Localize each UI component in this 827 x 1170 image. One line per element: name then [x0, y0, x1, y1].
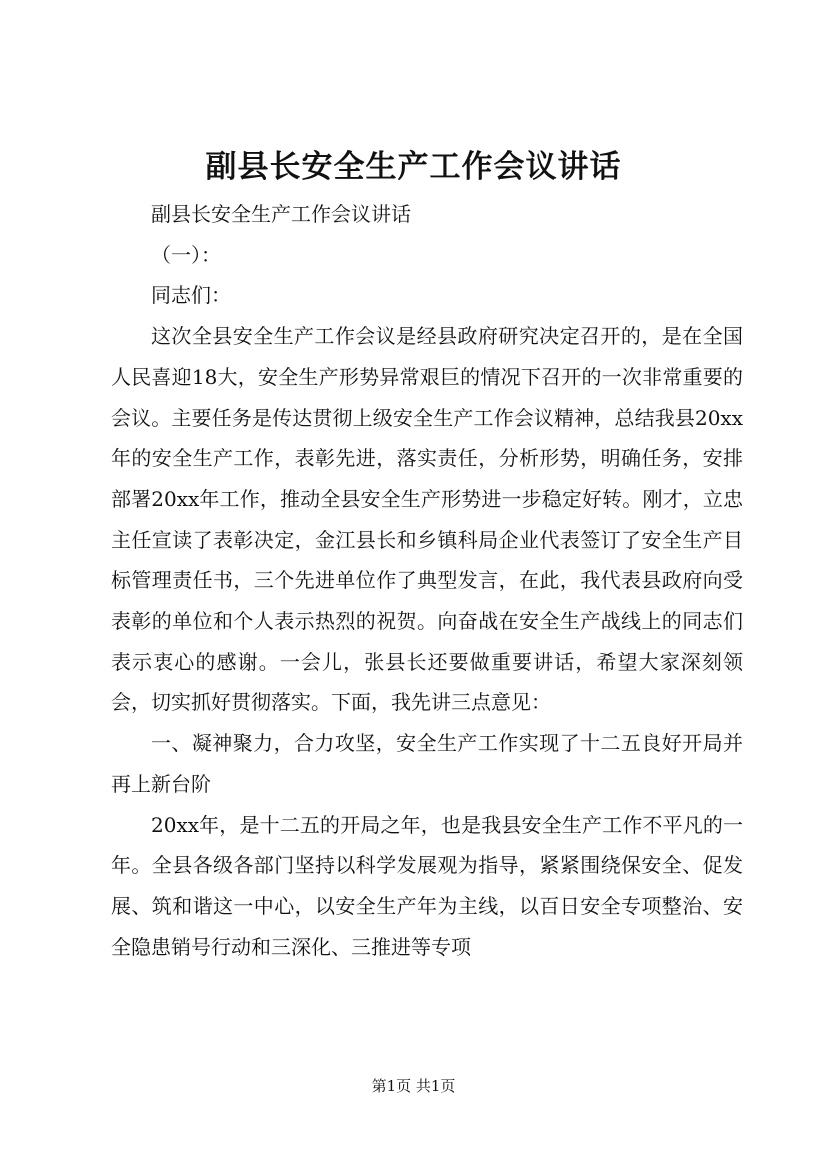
subtitle-paragraph: 副县长安全生产工作会议讲话 — [151, 202, 411, 226]
intro-paragraph: 这次全县安全生产工作会议是经县政府研究决定召开的，是在全国人民喜迎18大，安全生产形势异常艰巨的情况下召开的一次非常重要的会议。主要任务是传达贯彻上级安全生产工作会议精神，总结我县20xx年的安全生产工作，表彰先进，落实责任，分析形势，明确任务，安排部署20xx年工作，推动全县安全生产形势进一步稳定好转。刚才，立忠主任宣读了表彰决定，金江县长和乡镇科局企业代表签订了安全生产目标管理责任书，三个先进单位作了典型发言，在此，我代表县政府向受表彰的单位和个人表示热烈的祝贺。向奋战在安全生产战线上的同志们表示衷心的感谢。一会儿，张县长还要做重要讲话，希望大家深刻领会，切实抓好贯彻落实。下面，我先讲三点意见： — [111, 324, 743, 715]
document-body — [111, 194, 743, 967]
body-paragraph: 20xx年，是十二五的开局之年，也是我县安全生产工作不平凡的一年。全县各级各部门坚持以科学发展观为指导，紧紧围绕保安全、促发展、筑和谐这一中心，以安全生产年为主线，以百日安全专项整治、安全隐患销号行动和三深化、三推进等专项 — [111, 812, 743, 959]
document-title: 副县长安全生产工作会议讲话 — [205, 149, 622, 185]
salutation-paragraph: 同志们： — [151, 283, 231, 308]
section-marker-paragraph: （一）： — [151, 242, 221, 267]
page-number-footer: 第1页 共1页 — [371, 1077, 456, 1095]
section-heading-paragraph: 一、凝神聚力，合力攻坚，安全生产工作实现了十二五良好开局并再上新台阶 — [111, 731, 743, 796]
